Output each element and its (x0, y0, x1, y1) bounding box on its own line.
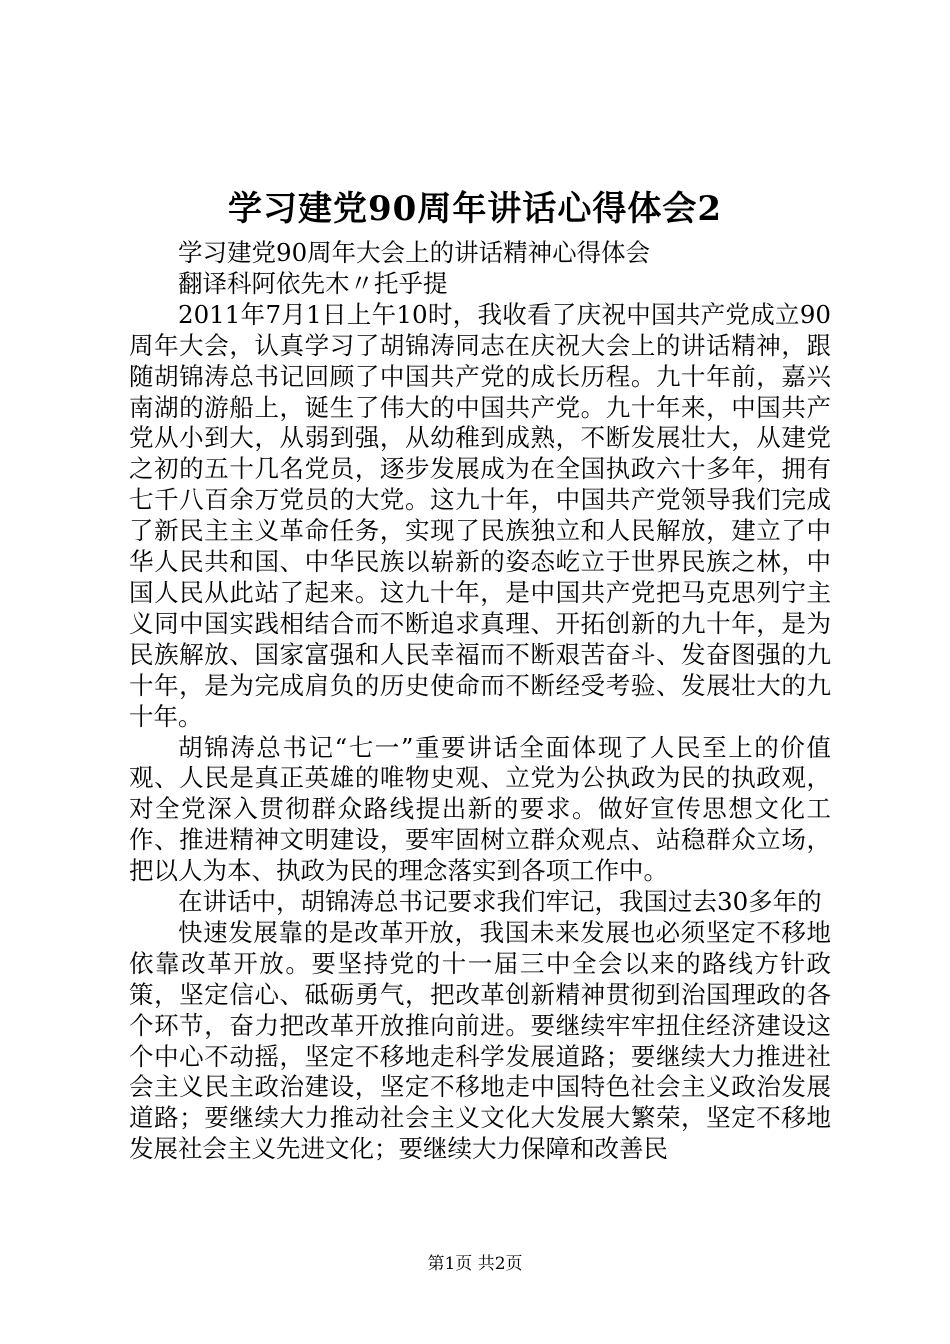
paragraph: 2011年7月1日上午10时，我收看了庆祝中国共产党成立90周年大会，认真学习了胡锦涛同志在庆祝大会上的讲话精神，跟随胡锦涛总书记回顾了中国共产党的成长历程。九十年前，嘉兴南湖的游船上，诞生了伟大的中国共产党。九十年来，中国共产党从小到大，从弱到强，从幼稚到成熟，不断发展壮大，从建党之初的五十几名党员，逐步发展成为在全国执政六十多年，拥有七千八百余万党员的大党。这九十年，中国共产党领导我们完成了新民主主义革命任务，实现了民族独立和人民解放，建立了中华人民共和国、中华民族以崭新的姿态屹立于世界民族之林，中国人民从此站了起来。这九十年，是中国共产党把马克思列宁主义同中国实践相结合而不断追求真理、开拓创新的九十年，是为民族解放、国家富强和人民幸福而不断艰苦奋斗、发奋图强的九十年，是为完成肩负的历史使命而不断经受考验、发展壮大的九十年。 (129, 299, 831, 731)
document-subtitle: 学习建党90周年大会上的讲话精神心得体会 (178, 238, 651, 267)
document-author: 翻译科阿依先木〃托乎提 (178, 268, 448, 298)
document-title: 学习建党90周年讲话心得体会2 (228, 189, 722, 229)
paragraph: 胡锦涛总书记“七一”重要讲话全面体现了人民至上的价值观、人民是真正英雄的唯物史观、立党为公执政为民的执政观，对全党深入贯彻群众路线提出新的要求。做好宣传思想文化工作、推进精神文明建设，要牢固树立群众观点、站稳群众立场，把以人为本、执政为民的理念落实到各项工作中。 (129, 732, 831, 886)
paragraph: 快速发展靠的是改革开放，我国未来发展也必须坚定不移地依靠改革开放。要坚持党的十一届三中全会以来的路线方针政策，坚定信心、砥砺勇气，把改革创新精神贯彻到治国理政的各个环节，奋力把改革开放推向前进。要继续牢牢扭住经济建设这个中心不动摇，坚定不移地走科学发展道路；要继续大力推进社会主义民主政治建设，坚定不移地走中国特色社会主义政治发展道路；要继续大力推动社会主义文化大发展大繁荣，坚定不移地发展社会主义先进文化；要继续大力保障和改善民 (129, 917, 831, 1164)
page-footer: 第1页 共2页 (427, 1254, 523, 1274)
paragraph: 在讲话中，胡锦涛总书记要求我们牢记，我国过去30多年的 (178, 887, 822, 917)
document-body (129, 238, 831, 1165)
